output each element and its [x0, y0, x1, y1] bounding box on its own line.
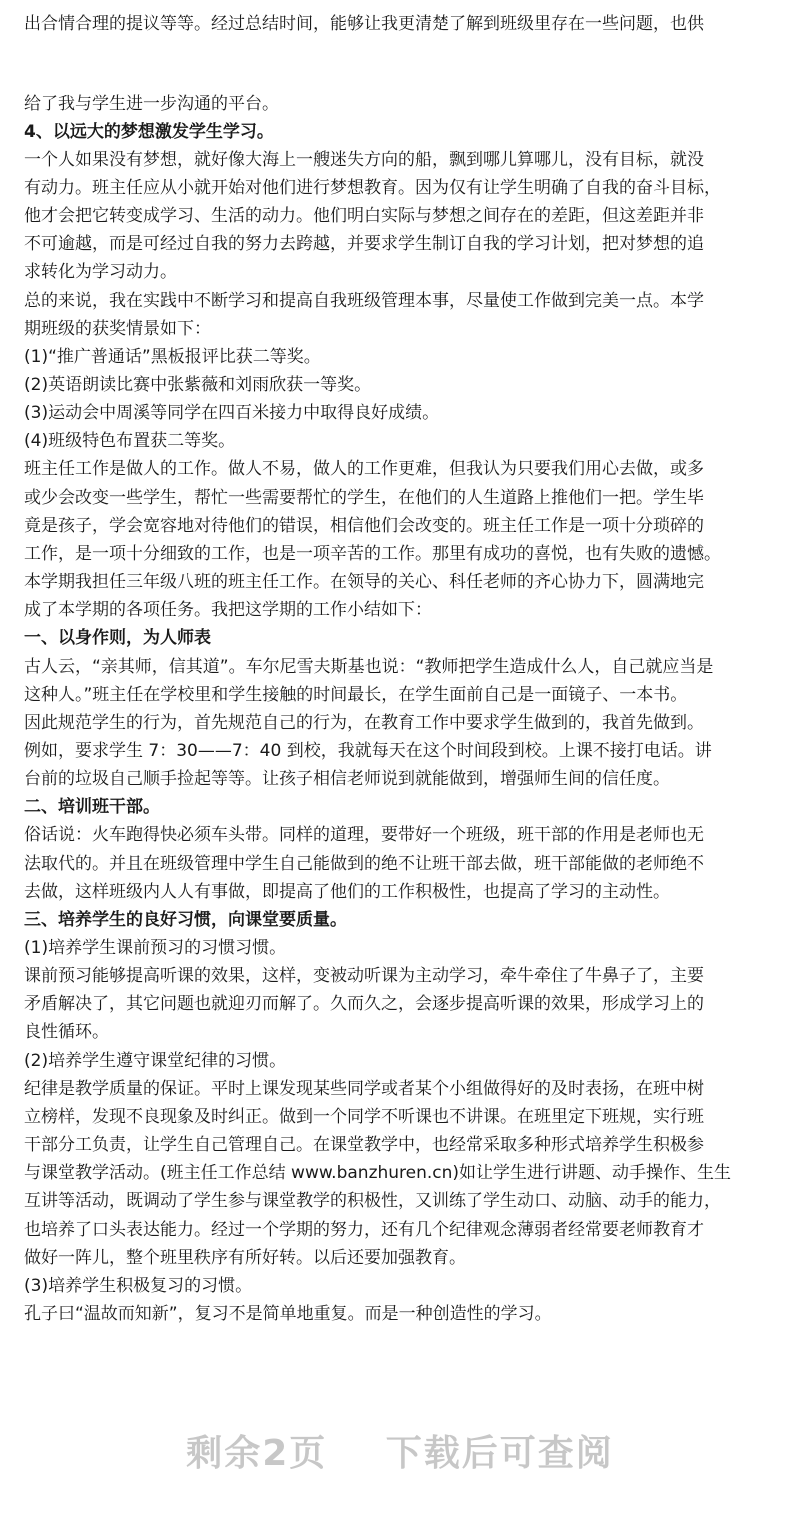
text-line: 也培养了口头表达能力。经过一个学期的努力，还有几个纪律观念薄弱者经常要老师教育才 — [24, 1220, 704, 1240]
text-line: 竟是孩子，学会宽容地对待他们的错误，相信他们会改变的。班主任工作是一项十分琐碎的 — [24, 516, 704, 536]
text-line: 矛盾解决了，其它问题也就迎刃而解了。久而久之，会逐步提高听课的效果，形成学习上的 — [24, 994, 704, 1014]
text-line: 不可逾越，而是可经过自我的努力去跨越，并要求学生制订自我的学习计划，把对梦想的追 — [24, 234, 704, 254]
section-heading: 4、以远大的梦想激发学生学习。 — [24, 122, 274, 142]
award-item: (4)班级特色布置获二等奖。 — [24, 431, 236, 451]
text-line: 纪律是教学质量的保证。平时上课发现某些同学或者某个小组做得好的及时表扬，在班中树 — [24, 1079, 704, 1099]
text-line: 古人云，“亲其师，信其道”。车尔尼雪夫斯基也说：“教师把学生造成什么人，自己就应当是 — [24, 657, 714, 677]
text-line: 给了我与学生进一步沟通的平台。 — [24, 94, 279, 114]
text-line: 法取代的。并且在班级管理中学生自己能做到的绝不让班干部去做，班干部能做的老师绝不 — [24, 854, 704, 874]
award-item: (3)运动会中周溪等同学在四百米接力中取得良好成绩。 — [24, 403, 440, 423]
text-line: 本学期我担任三年级八班的班主任工作。在领导的关心、科任老师的齐心协力下，圆满地完 — [24, 572, 704, 592]
award-item: (1)“推广普通话”黑板报评比获二等奖。 — [24, 347, 321, 367]
text-line: 求转化为学习动力。 — [24, 262, 177, 282]
text-line: 班主任工作是做人的工作。做人不易，做人的工作更难，但我认为只要我们用心去做，或多 — [24, 459, 704, 479]
text-line: 因此规范学生的行为，首先规范自己的行为，在教育工作中要求学生做到的，我首先做到。 — [24, 713, 704, 733]
section-heading: 二、培训班干部。 — [24, 797, 160, 817]
text-line: 立榜样，发现不良现象及时纠正。做到一个同学不听课也不讲课。在班里定下班规，实行班 — [24, 1107, 704, 1127]
remaining-pages-label[interactable]: 剩余2页 — [186, 1433, 328, 1474]
subsection-heading: (1)培养学生课前预习的习惯习惯。 — [24, 938, 287, 958]
text-line: 总的来说，我在实践中不断学习和提高自我班级管理本事，尽量使工作做到完美一点。本学 — [24, 291, 704, 311]
text-line: 这种人。”班主任在学校里和学生接触的时间最长，在学生面前自己是一面镜子、一本书。 — [24, 685, 688, 705]
text-line: 一个人如果没有梦想，就好像大海上一艘迷失方向的船，飘到哪儿算哪儿，没有目标，就没 — [24, 150, 704, 170]
text-line: 有动力。班主任应从小就开始对他们进行梦想教育。因为仅有让学生明确了自我的奋斗目标， — [24, 178, 721, 198]
subsection-heading: (3)培养学生积极复习的习惯。 — [24, 1276, 253, 1296]
text-line: 成了本学期的各项任务。我把这学期的工作小结如下： — [24, 600, 432, 620]
text-line: 课前预习能够提高听课的效果，这样，变被动听课为主动学习，牵牛牵住了牛鼻子了，主要 — [24, 966, 704, 986]
text-line: 互讲等活动，既调动了学生参与课堂教学的积极性，又训练了学生动口、动脑、动手的能力， — [24, 1191, 721, 1211]
text-line: 例如，要求学生 7：30——7：40 到校，我就每天在这个时间段到校。上课不接打电话。讲 — [24, 741, 712, 761]
text-line: 去做，这样班级内人人有事做，即提高了他们的工作积极性，也提高了学习的主动性。 — [24, 882, 670, 902]
text-line: 孔子曰“温故而知新”，复习不是简单地重复。而是一种创造性的学习。 — [24, 1304, 552, 1324]
text-line: 期班级的获奖情景如下： — [24, 319, 211, 339]
text-line: 俗话说：火车跑得快必须车头带。同样的道理，要带好一个班级，班干部的作用是老师也无 — [24, 825, 704, 845]
subsection-heading: (2)培养学生遵守课堂纪律的习惯。 — [24, 1051, 287, 1071]
download-to-view-label[interactable]: 下载后可查阅 — [385, 1433, 614, 1474]
text-line: 或少会改变一些学生，帮忙一些需要帮忙的学生，在他们的人生道路上推他们一把。学生毕 — [24, 488, 704, 508]
text-line: 出合情合理的提议等等。经过总结时间，能够让我更清楚了解到班级里存在一些问题，也供 — [24, 14, 704, 34]
text-line: 做好一阵儿，整个班里秩序有所好转。以后还要加强教育。 — [24, 1248, 466, 1268]
text-line: 他才会把它转变成学习、生活的动力。他们明白实际与梦想之间存在的差距，但这差距并非 — [24, 206, 704, 226]
download-prompt[interactable] — [0, 1425, 800, 1476]
award-item: (2)英语朗读比赛中张紫薇和刘雨欣获一等奖。 — [24, 375, 372, 395]
text-line: 良性循环。 — [24, 1022, 109, 1042]
text-line: 与课堂教学活动。(班主任工作总结 www.banzhuren.cn)如让学生进行讲题、动手操作、生生 — [24, 1163, 732, 1183]
text-line: 台前的垃圾自己顺手捡起等等。让孩子相信老师说到就能做到，增强师生间的信任度。 — [24, 769, 670, 789]
section-heading: 三、培养学生的良好习惯，向课堂要质量。 — [24, 910, 347, 930]
text-line: 干部分工负责，让学生自己管理自己。在课堂教学中，也经常采取多种形式培养学生积极参 — [24, 1135, 704, 1155]
text-line: 工作，是一项十分细致的工作，也是一项辛苦的工作。那里有成功的喜悦，也有失败的遗憾。 — [24, 544, 721, 564]
section-heading: 一、以身作则，为人师表 — [24, 628, 211, 648]
